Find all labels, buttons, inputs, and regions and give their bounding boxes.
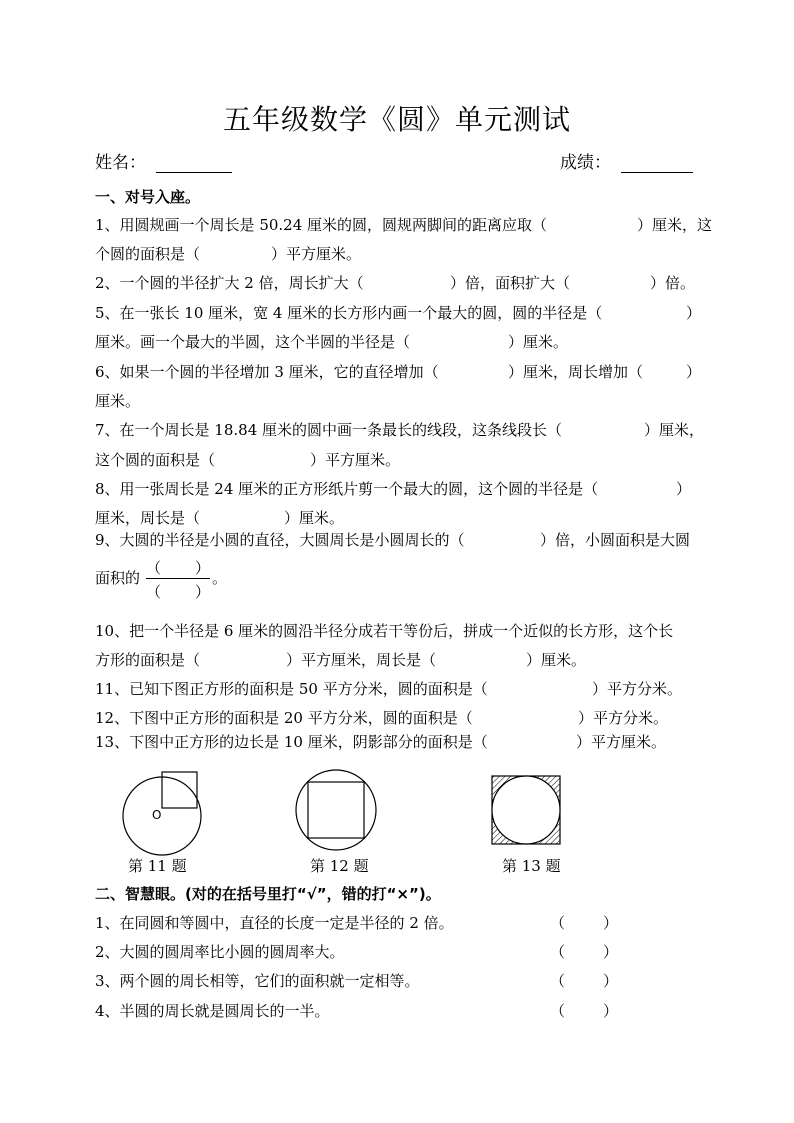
- q8-text-d: ）厘米。: [284, 509, 345, 527]
- name-label: 姓名：: [95, 153, 146, 173]
- tf-close-3: ）: [603, 972, 619, 990]
- q10-line1: [95, 621, 673, 641]
- q8-line1: [95, 479, 598, 499]
- q1-text-c: 个圆的面积是（: [95, 245, 201, 263]
- q7-text-a: 7、在一个周长是 18.84 厘米的圆中画一条最长的线段，这条线段长（: [95, 421, 563, 439]
- q2-text-c: ）倍。: [650, 274, 696, 292]
- q9-line1: [95, 530, 465, 550]
- q5-text-b: ）: [686, 304, 702, 322]
- q1-text-d: ）平方厘米。: [271, 245, 362, 263]
- q12-text-b: ）平方分米。: [578, 709, 669, 727]
- fraction-numerator: [146, 558, 210, 578]
- q7-text-d: ）平方厘米。: [310, 451, 401, 469]
- q6-text-c: ）: [686, 363, 702, 381]
- q8-text-a: 8、用一张周长是 24 厘米的正方形纸片剪一个最大的圆，这个圆的半径是（: [95, 480, 599, 498]
- tf-close-1: ）: [603, 914, 619, 932]
- q7-line1: [95, 420, 562, 440]
- figure-13-shaded-corners: [490, 774, 562, 846]
- section1-heading: 一、对号入座。: [95, 188, 201, 206]
- q1-line1: [95, 215, 547, 235]
- q5-text-c: 厘米。画一个最大的半圆，这个半圆的半径是（: [95, 333, 411, 351]
- q6-text-d: 厘米。: [95, 392, 141, 410]
- q1-text-b: ）厘米，这: [637, 216, 713, 234]
- section2-heading: 二、智慧眼。(对的在括号里打“√”，错的打“×”)。: [95, 885, 441, 903]
- q13-text-b: ）平方厘米。: [576, 733, 667, 751]
- tf-item-4: 4、半圆的周长就是圆周长的一半。: [95, 1002, 330, 1020]
- q11-line: [95, 679, 488, 699]
- q5-text-a: 5、在一张长 10 厘米，宽 4 厘米的长方形内画一个最大的圆，圆的半径是（: [95, 304, 603, 322]
- q11-text-b: ）平方分米。: [592, 680, 683, 698]
- tf-close-2: ）: [603, 943, 619, 961]
- q5-text-d: ）厘米。: [508, 333, 569, 351]
- figure-12-inscribed-square: [294, 768, 378, 852]
- tf-open-2: （: [550, 943, 566, 961]
- tf-answer-1[interactable]: [550, 913, 618, 933]
- tf-answer-2[interactable]: [550, 942, 618, 962]
- q6-text-a: 6、如果一个圆的半径增加 3 厘米，它的直径增加（: [95, 363, 439, 381]
- caption-13: 第 13 题: [502, 857, 561, 875]
- q5-line1: [95, 303, 602, 323]
- score-blank[interactable]: [621, 154, 693, 173]
- q1-line2: [95, 244, 200, 264]
- frac-num-close: ）: [195, 559, 211, 577]
- tf-answer-3[interactable]: [550, 971, 618, 991]
- q9-line2: [95, 568, 140, 588]
- frac-num-open: （: [146, 559, 162, 577]
- figure-11-circle-square: [118, 766, 208, 856]
- q10-line2: [95, 650, 200, 670]
- fraction-denominator: [146, 582, 210, 602]
- q2-line: [95, 273, 364, 293]
- center-o-label: O: [152, 808, 162, 822]
- q9-text-b: ）倍，小圆面积是大圆: [540, 531, 691, 549]
- page-title: 五年级数学《圆》单元测试: [222, 103, 571, 136]
- q13-text-a: 13、下图中正方形的边长是 10 厘米，阴影部分的面积是（: [95, 733, 488, 751]
- name-blank[interactable]: [156, 154, 232, 173]
- name-field: [95, 148, 232, 173]
- q2-text-b: ）倍，面积扩大（: [450, 274, 571, 292]
- q10-text-b: 方形的面积是（: [95, 651, 201, 669]
- q6-line2: [95, 391, 140, 411]
- q10-text-d: ）厘米。: [526, 651, 587, 669]
- tf-open-3: （: [550, 972, 566, 990]
- tf-open-1: （: [550, 914, 566, 932]
- q7-text-b: ）厘米，: [644, 421, 705, 439]
- tf-open-4: （: [550, 1002, 566, 1020]
- frac-den-open: （: [146, 583, 162, 601]
- tf-answer-4[interactable]: [550, 1001, 618, 1021]
- q2-text-a: 2、一个圆的半径扩大 2 倍，周长扩大（: [95, 274, 364, 292]
- q12-line: [95, 708, 473, 728]
- q6-text-b: ）厘米，周长增加（: [508, 363, 644, 381]
- q7-line2: [95, 450, 215, 470]
- q10-text-c: ）平方厘米，周长是（: [286, 651, 437, 669]
- q8-text-c: 厘米，周长是（: [95, 509, 201, 527]
- tf-item-1: 1、在同圆和等圆中，直径的长度一定是半径的 2 倍。: [95, 914, 454, 932]
- tf-item-2: 2、大圆的圆周率比小圆的圆周率大。: [95, 943, 345, 961]
- q9-text-a: 9、大圆的半径是小圆的直径，大圆周长是小圆周长的（: [95, 531, 465, 549]
- q8-text-b: ）: [676, 480, 692, 498]
- fraction-bar: [146, 578, 210, 579]
- q6-line1: [95, 362, 439, 382]
- caption-11: 第 11 题: [128, 857, 187, 875]
- q10-text-a: 10、把一个半径是 6 厘米的圆沿半径分成若干等份后，拼成一个近似的长方形，这个长: [95, 622, 674, 640]
- score-field: [560, 148, 693, 173]
- q9-text-c: 面积的: [95, 569, 141, 587]
- q5-line2: [95, 332, 410, 352]
- q8-line2: [95, 508, 200, 528]
- score-label: 成绩：: [560, 153, 611, 173]
- q13-line: [95, 732, 488, 752]
- q1-text-a: 1、用圆规画一个周长是 50.24 厘米的圆，圆规两脚间的距离应取（: [95, 216, 548, 234]
- q12-text-a: 12、下图中正方形的面积是 20 平方分米，圆的面积是（: [95, 709, 473, 727]
- frac-den-close: ）: [195, 583, 211, 601]
- caption-12: 第 12 题: [310, 857, 369, 875]
- q11-text-a: 11、已知下图正方形的面积是 50 平方分米，圆的面积是（: [95, 680, 488, 698]
- q7-text-c: 这个圆的面积是（: [95, 451, 216, 469]
- tf-item-3: 3、两个圆的周长相等，它们的面积就一定相等。: [95, 972, 420, 990]
- q9-text-d: 。: [212, 569, 228, 587]
- tf-close-4: ）: [603, 1002, 619, 1020]
